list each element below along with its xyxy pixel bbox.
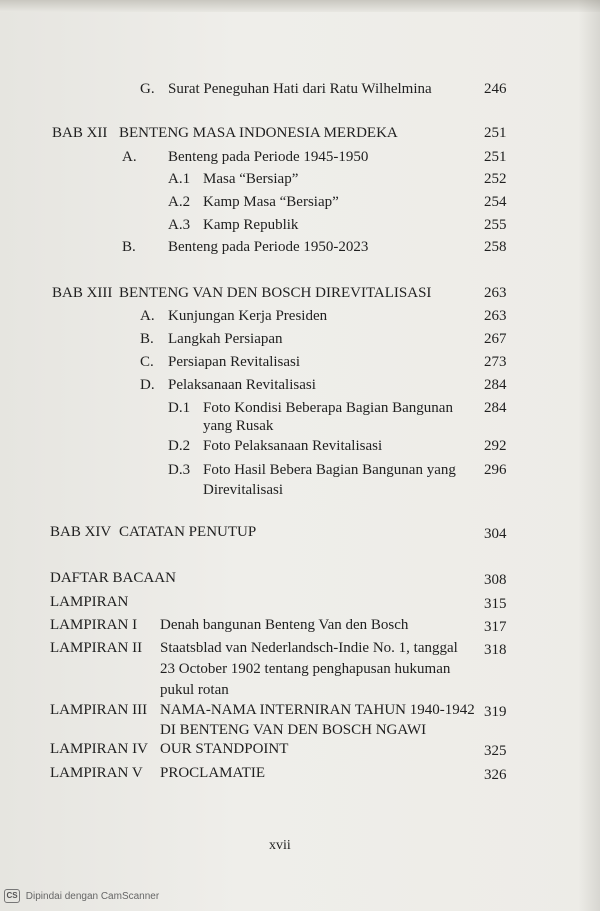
toc-entry-page: 267 (484, 331, 507, 347)
toc-entry-title: Pelaksanaan Revitalisasi (168, 377, 316, 393)
section-title: LAMPIRAN (50, 594, 129, 610)
toc-entry-page: 284 (484, 377, 507, 393)
appendix-page: 325 (484, 743, 507, 759)
toc-subentry-page: 296 (484, 462, 507, 478)
toc-subentry-title: Kamp Masa “Bersiap” (203, 194, 339, 210)
toc-entry-label: B. (122, 239, 136, 255)
toc-subentry-title-cont: yang Rusak (203, 418, 274, 434)
toc-subentry-title: Foto Kondisi Beberapa Bagian Bangunan (203, 400, 453, 416)
toc-entry-title: Benteng pada Periode 1950-2023 (168, 239, 369, 255)
watermark-text: Dipindai dengan CamScanner (25, 891, 160, 902)
toc-entry-label: B. (140, 331, 154, 347)
appendix-title-cont: pukul rotan (160, 682, 229, 698)
appendix-label: LAMPIRAN V (50, 765, 143, 781)
toc-entry-title: Surat Peneguhan Hati dari Ratu Wilhelmina (168, 81, 432, 97)
appendix-title: NAMA-NAMA INTERNIRAN TAHUN 1940-1942 (160, 702, 475, 718)
toc-entry-label: A. (140, 308, 155, 324)
appendix-page: 318 (484, 642, 507, 658)
appendix-label: LAMPIRAN I (50, 617, 138, 633)
toc-subentry-label: A.2 (168, 194, 191, 210)
chapter-label: BAB XIII (52, 285, 113, 301)
toc-subentry-label: D.2 (168, 438, 191, 454)
toc-entry-page: 251 (484, 149, 507, 165)
toc-entry-label: D. (140, 377, 155, 393)
appendix-title-cont: DI BENTENG VAN DEN BOSCH NGAWI (160, 722, 427, 738)
page-top-edge (0, 0, 600, 12)
appendix-label: LAMPIRAN IV (50, 741, 148, 757)
appendix-label: LAMPIRAN II (50, 640, 143, 656)
toc-entry-page: 258 (484, 239, 507, 255)
toc-subentry-title: Masa “Bersiap” (203, 171, 299, 187)
toc-subentry-page: 292 (484, 438, 507, 454)
toc-entry-page: 246 (484, 81, 507, 97)
toc-subentry-page: 254 (484, 194, 507, 210)
appendix-page: 319 (484, 704, 507, 720)
toc-entry-label: C. (140, 354, 154, 370)
toc-subentry-title: Foto Hasil Bebera Bagian Bangunan yang (203, 462, 456, 478)
toc-subentry-title: Foto Pelaksanaan Revitalisasi (203, 438, 383, 454)
toc-entry-title: Persiapan Revitalisasi (168, 354, 301, 370)
chapter-title: BENTENG VAN DEN BOSCH DIREVITALISASI (119, 285, 432, 301)
toc-subentry-page: 252 (484, 171, 507, 187)
toc-subentry-page: 255 (484, 217, 507, 233)
toc-subentry-label: D.1 (168, 400, 191, 416)
chapter-title: CATATAN PENUTUP (119, 524, 257, 540)
toc-subentry-title: Kamp Republik (203, 217, 299, 233)
appendix-label: LAMPIRAN III (50, 702, 148, 718)
toc-entry-title: Benteng pada Periode 1945-1950 (168, 149, 369, 165)
chapter-page: 251 (484, 125, 507, 141)
section-page: 315 (484, 596, 507, 612)
section-page: 308 (484, 572, 507, 588)
camscanner-logo-icon: CS (4, 889, 20, 903)
chapter-title: BENTENG MASA INDONESIA MERDEKA (119, 125, 398, 141)
page-number: xvii (269, 838, 291, 853)
chapter-label: BAB XII (52, 125, 108, 141)
toc-entry-label: A. (122, 149, 137, 165)
toc-entry-label: G. (140, 81, 155, 97)
chapter-label: BAB XIV (50, 524, 112, 540)
toc-subentry-label: A.1 (168, 171, 191, 187)
toc-entry-page: 263 (484, 308, 507, 324)
chapter-page: 304 (484, 526, 507, 542)
toc-entry-title: Langkah Persiapan (168, 331, 283, 347)
appendix-title: OUR STANDPOINT (160, 741, 289, 757)
toc-subentry-title-cont: Direvitalisasi (203, 482, 283, 498)
toc-entry-title: Kunjungan Kerja Presiden (168, 308, 328, 324)
appendix-title-cont: 23 October 1902 tentang penghapusan hukuman (160, 661, 451, 677)
appendix-page: 326 (484, 767, 507, 783)
appendix-title: PROCLAMATIE (160, 765, 266, 781)
toc-subentry-label: D.3 (168, 462, 191, 478)
appendix-page: 317 (484, 619, 507, 635)
page-right-shadow (578, 0, 600, 911)
appendix-title: Denah bangunan Benteng Van den Bosch (160, 617, 409, 633)
toc-entry-page: 273 (484, 354, 507, 370)
toc-subentry-page: 284 (484, 400, 507, 416)
section-title: DAFTAR BACAAN (50, 570, 176, 586)
scanner-watermark (4, 889, 159, 905)
toc-subentry-label: A.3 (168, 217, 191, 233)
appendix-title: Staatsblad van Nederlandsch-Indie No. 1, tanggal (160, 640, 458, 656)
chapter-page: 263 (484, 285, 507, 301)
